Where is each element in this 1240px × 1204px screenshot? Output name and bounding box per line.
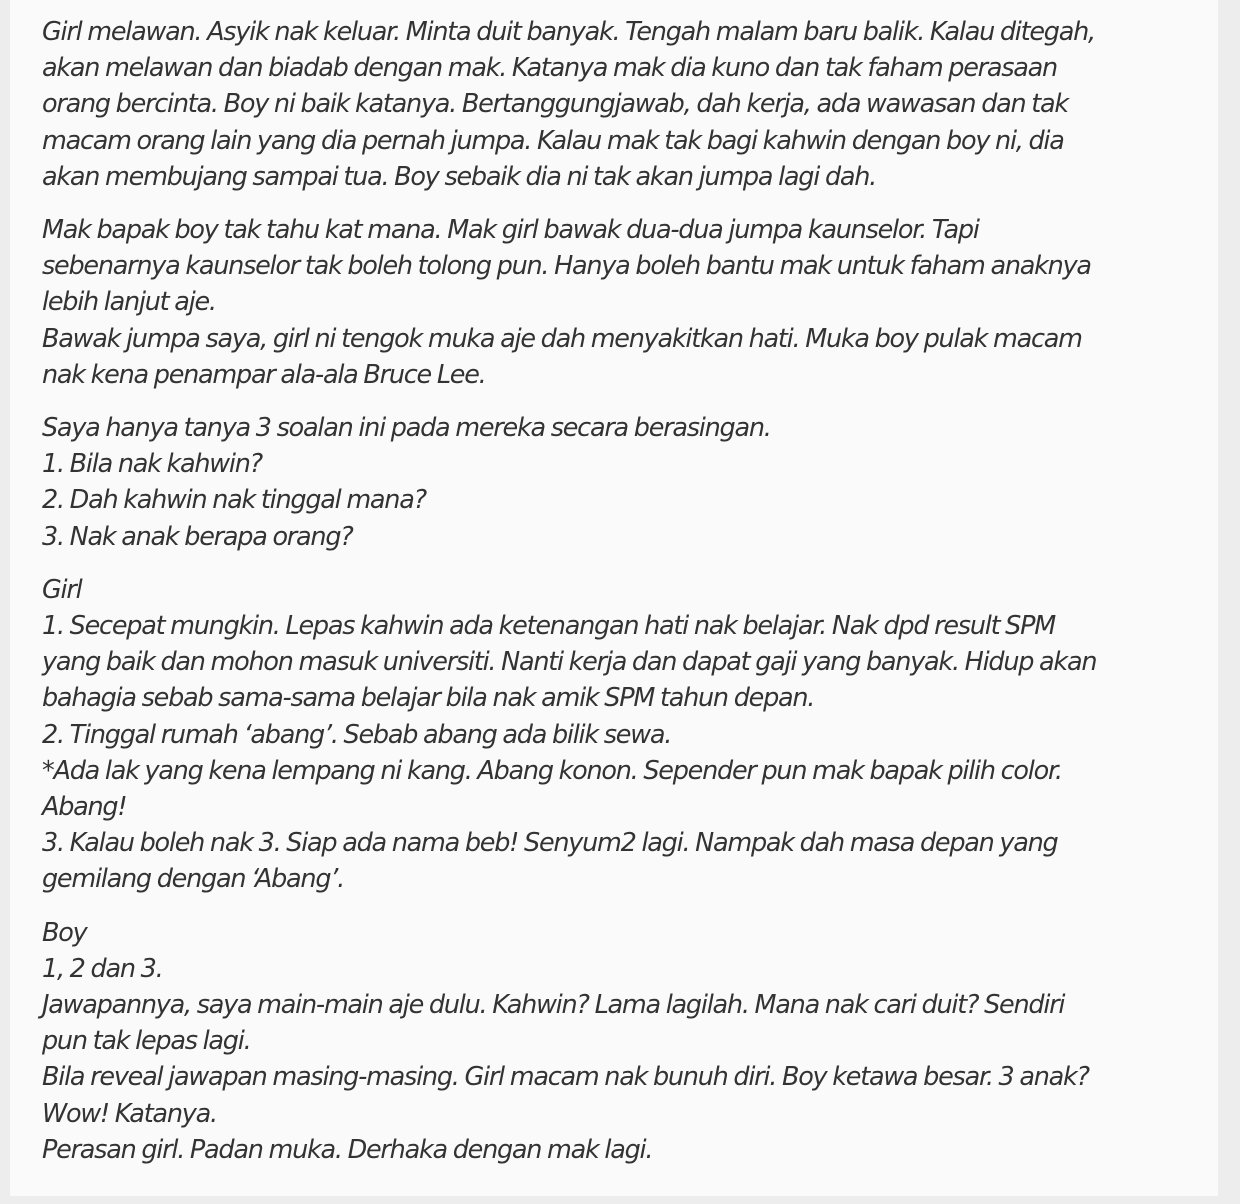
text-line: 1, 2 dan 3. (42, 953, 163, 984)
text-line: orang bercinta. Boy ni baik katanya. Bertanggungjawab, dah kerja, ada wawasan dan tak (42, 89, 1068, 120)
text-line: 3. Kalau boleh nak 3. Siap ada nama beb! Senyum2 lagi. Nampak dah masa depan yang (42, 828, 1058, 859)
text-line: gemilang dengan ‘Abang’. (42, 864, 344, 895)
article-body (42, 14, 1202, 1185)
paragraph-questions (42, 410, 1202, 555)
paragraph-boy-answers (42, 915, 1202, 1168)
text-line: pun tak lepas lagi. (42, 1026, 251, 1057)
section-heading-girl: Girl (42, 574, 82, 605)
text-line: 1. Secepat mungkin. Lepas kahwin ada ketenangan hati nak belajar. Nak dpd result SPM (42, 611, 1055, 642)
paragraph-counselor (42, 212, 1202, 393)
text-line: yang baik dan mohon masuk universiti. Nanti kerja dan dapat gaji yang banyak. Hidup akan (42, 647, 1097, 678)
paragraph-girl-answers (42, 572, 1202, 898)
paragraph-girl-background (42, 14, 1202, 195)
text-line: Saya hanya tanya 3 soalan ini pada mereka secara berasingan. (42, 413, 771, 444)
text-line: Perasan girl. Padan muka. Derhaka dengan mak lagi. (42, 1134, 653, 1165)
text-line: Wow! Katanya. (42, 1098, 217, 1129)
question-item: 1. Bila nak kahwin? (42, 449, 262, 480)
text-line: akan membujang sampai tua. Boy sebaik dia ni tak akan jumpa lagi dah. (42, 161, 877, 192)
article-page (10, 0, 1218, 1196)
section-heading-boy: Boy (42, 917, 87, 948)
text-line: Abang! (42, 792, 127, 823)
question-item: 2. Dah kahwin nak tinggal mana? (42, 485, 426, 516)
text-line: Mak bapak boy tak tahu kat mana. Mak girl bawak dua-dua jumpa kaunselor. Tapi (42, 215, 979, 246)
text-line: Girl melawan. Asyik nak keluar. Minta duit banyak. Tengah malam baru balik. Kalau ditegah, (42, 17, 1095, 47)
text-line: bahagia sebab sama-sama belajar bila nak amik SPM tahun depan. (42, 683, 815, 714)
text-line: Bawak jumpa saya, girl ni tengok muka aje dah menyakitkan hati. Muka boy pulak macam (42, 323, 1082, 354)
text-line: sebenarnya kaunselor tak boleh tolong pun. Hanya boleh bantu mak untuk faham anaknya (42, 251, 1091, 282)
text-line: Bila reveal jawapan masing-masing. Girl macam nak bunuh diri. Boy ketawa besar. 3 anak? (42, 1062, 1089, 1093)
text-line: lebih lanjut aje. (42, 287, 216, 318)
text-line: 2. Tinggal rumah ‘abang’. Sebab abang ada bilik sewa. (42, 719, 672, 750)
text-line: nak kena penampar ala-ala Bruce Lee. (42, 359, 486, 390)
text-line: akan melawan dan biadab dengan mak. Katanya mak dia kuno dan tak faham perasaan (42, 53, 1057, 84)
text-line: Jawapannya, saya main-main aje dulu. Kahwin? Lama lagilah. Mana nak cari duit? Sendiri (42, 990, 1065, 1021)
text-line: *Ada lak yang kena lempang ni kang. Abang konon. Sepender pun mak bapak pilih color. (42, 755, 1062, 786)
text-line: macam orang lain yang dia pernah jumpa. Kalau mak tak bagi kahwin dengan boy ni, dia (42, 125, 1064, 156)
question-item: 3. Nak anak berapa orang? (42, 521, 353, 552)
